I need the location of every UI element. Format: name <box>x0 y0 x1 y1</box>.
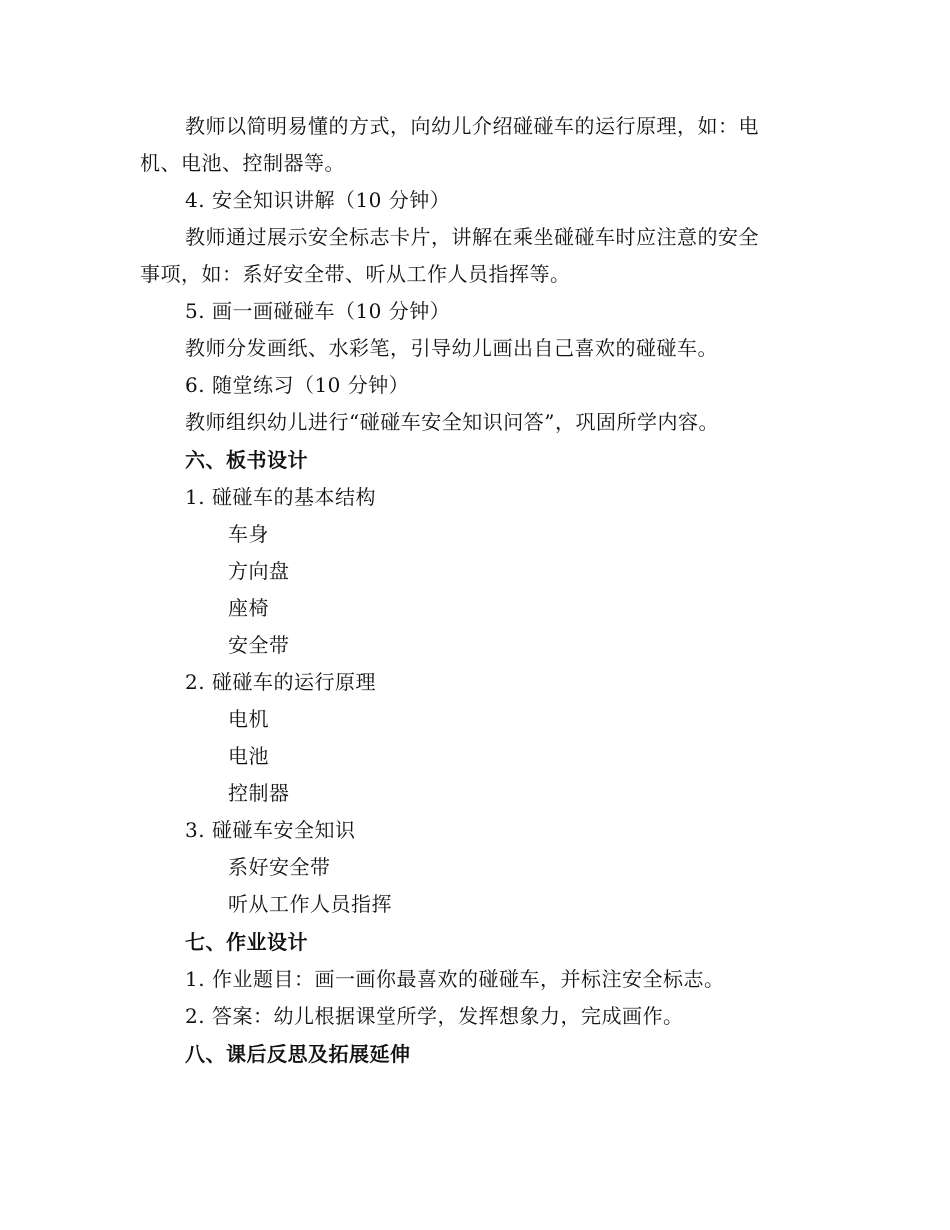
step-5-text: 教师分发画纸、水彩笔，引导幼儿画出自己喜欢的碰碰车。 <box>185 336 718 360</box>
homework-item-2: 2. 答案：幼儿根据课堂所学，发挥想象力，完成画作。 <box>185 1004 684 1028</box>
step-4-title: 4. 安全知识讲解（10 分钟） <box>185 188 451 212</box>
step-6-text: 教师组织幼儿进行“碰碰车安全知识问答”，巩固所学内容。 <box>185 410 719 434</box>
board-item-3-sub: 听从工作人员指挥 <box>228 892 392 916</box>
board-item-1-sub: 安全带 <box>228 633 290 657</box>
step-5-title: 5. 画一画碰碰车（10 分钟） <box>185 299 451 323</box>
board-item-3-sub: 系好安全带 <box>228 855 331 879</box>
board-item-1-title: 1. 碰碰车的基本结构 <box>185 485 376 509</box>
homework-item-1: 1. 作业题目：画一画你最喜欢的碰碰车，并标注安全标志。 <box>185 967 725 991</box>
board-item-2-sub: 电池 <box>228 744 269 768</box>
step-4-text-line-2: 事项，如：系好安全带、听从工作人员指挥等。 <box>140 262 571 286</box>
step-4-text-line-1: 教师通过展示安全标志卡片，讲解在乘坐碰碰车时应注意的安全 <box>185 225 759 249</box>
intro-paragraph-line-1: 教师以简明易懂的方式，向幼儿介绍碰碰车的运行原理，如：电 <box>185 114 759 138</box>
section-6-heading: 六、板书设计 <box>185 448 308 472</box>
intro-paragraph-line-2: 机、电池、控制器等。 <box>140 151 345 175</box>
board-item-2-title: 2. 碰碰车的运行原理 <box>185 670 376 694</box>
board-item-3-title: 3. 碰碰车安全知识 <box>185 818 356 842</box>
board-item-2-sub: 电机 <box>228 707 269 731</box>
board-item-1-sub: 方向盘 <box>228 559 290 583</box>
board-item-1-sub: 座椅 <box>228 596 269 620</box>
section-7-heading: 七、作业设计 <box>185 930 308 954</box>
section-8-heading: 八、课后反思及拓展延伸 <box>185 1042 411 1066</box>
board-item-2-sub: 控制器 <box>228 781 290 805</box>
step-6-title: 6. 随堂练习（10 分钟） <box>185 373 410 397</box>
board-item-1-sub: 车身 <box>228 522 269 546</box>
